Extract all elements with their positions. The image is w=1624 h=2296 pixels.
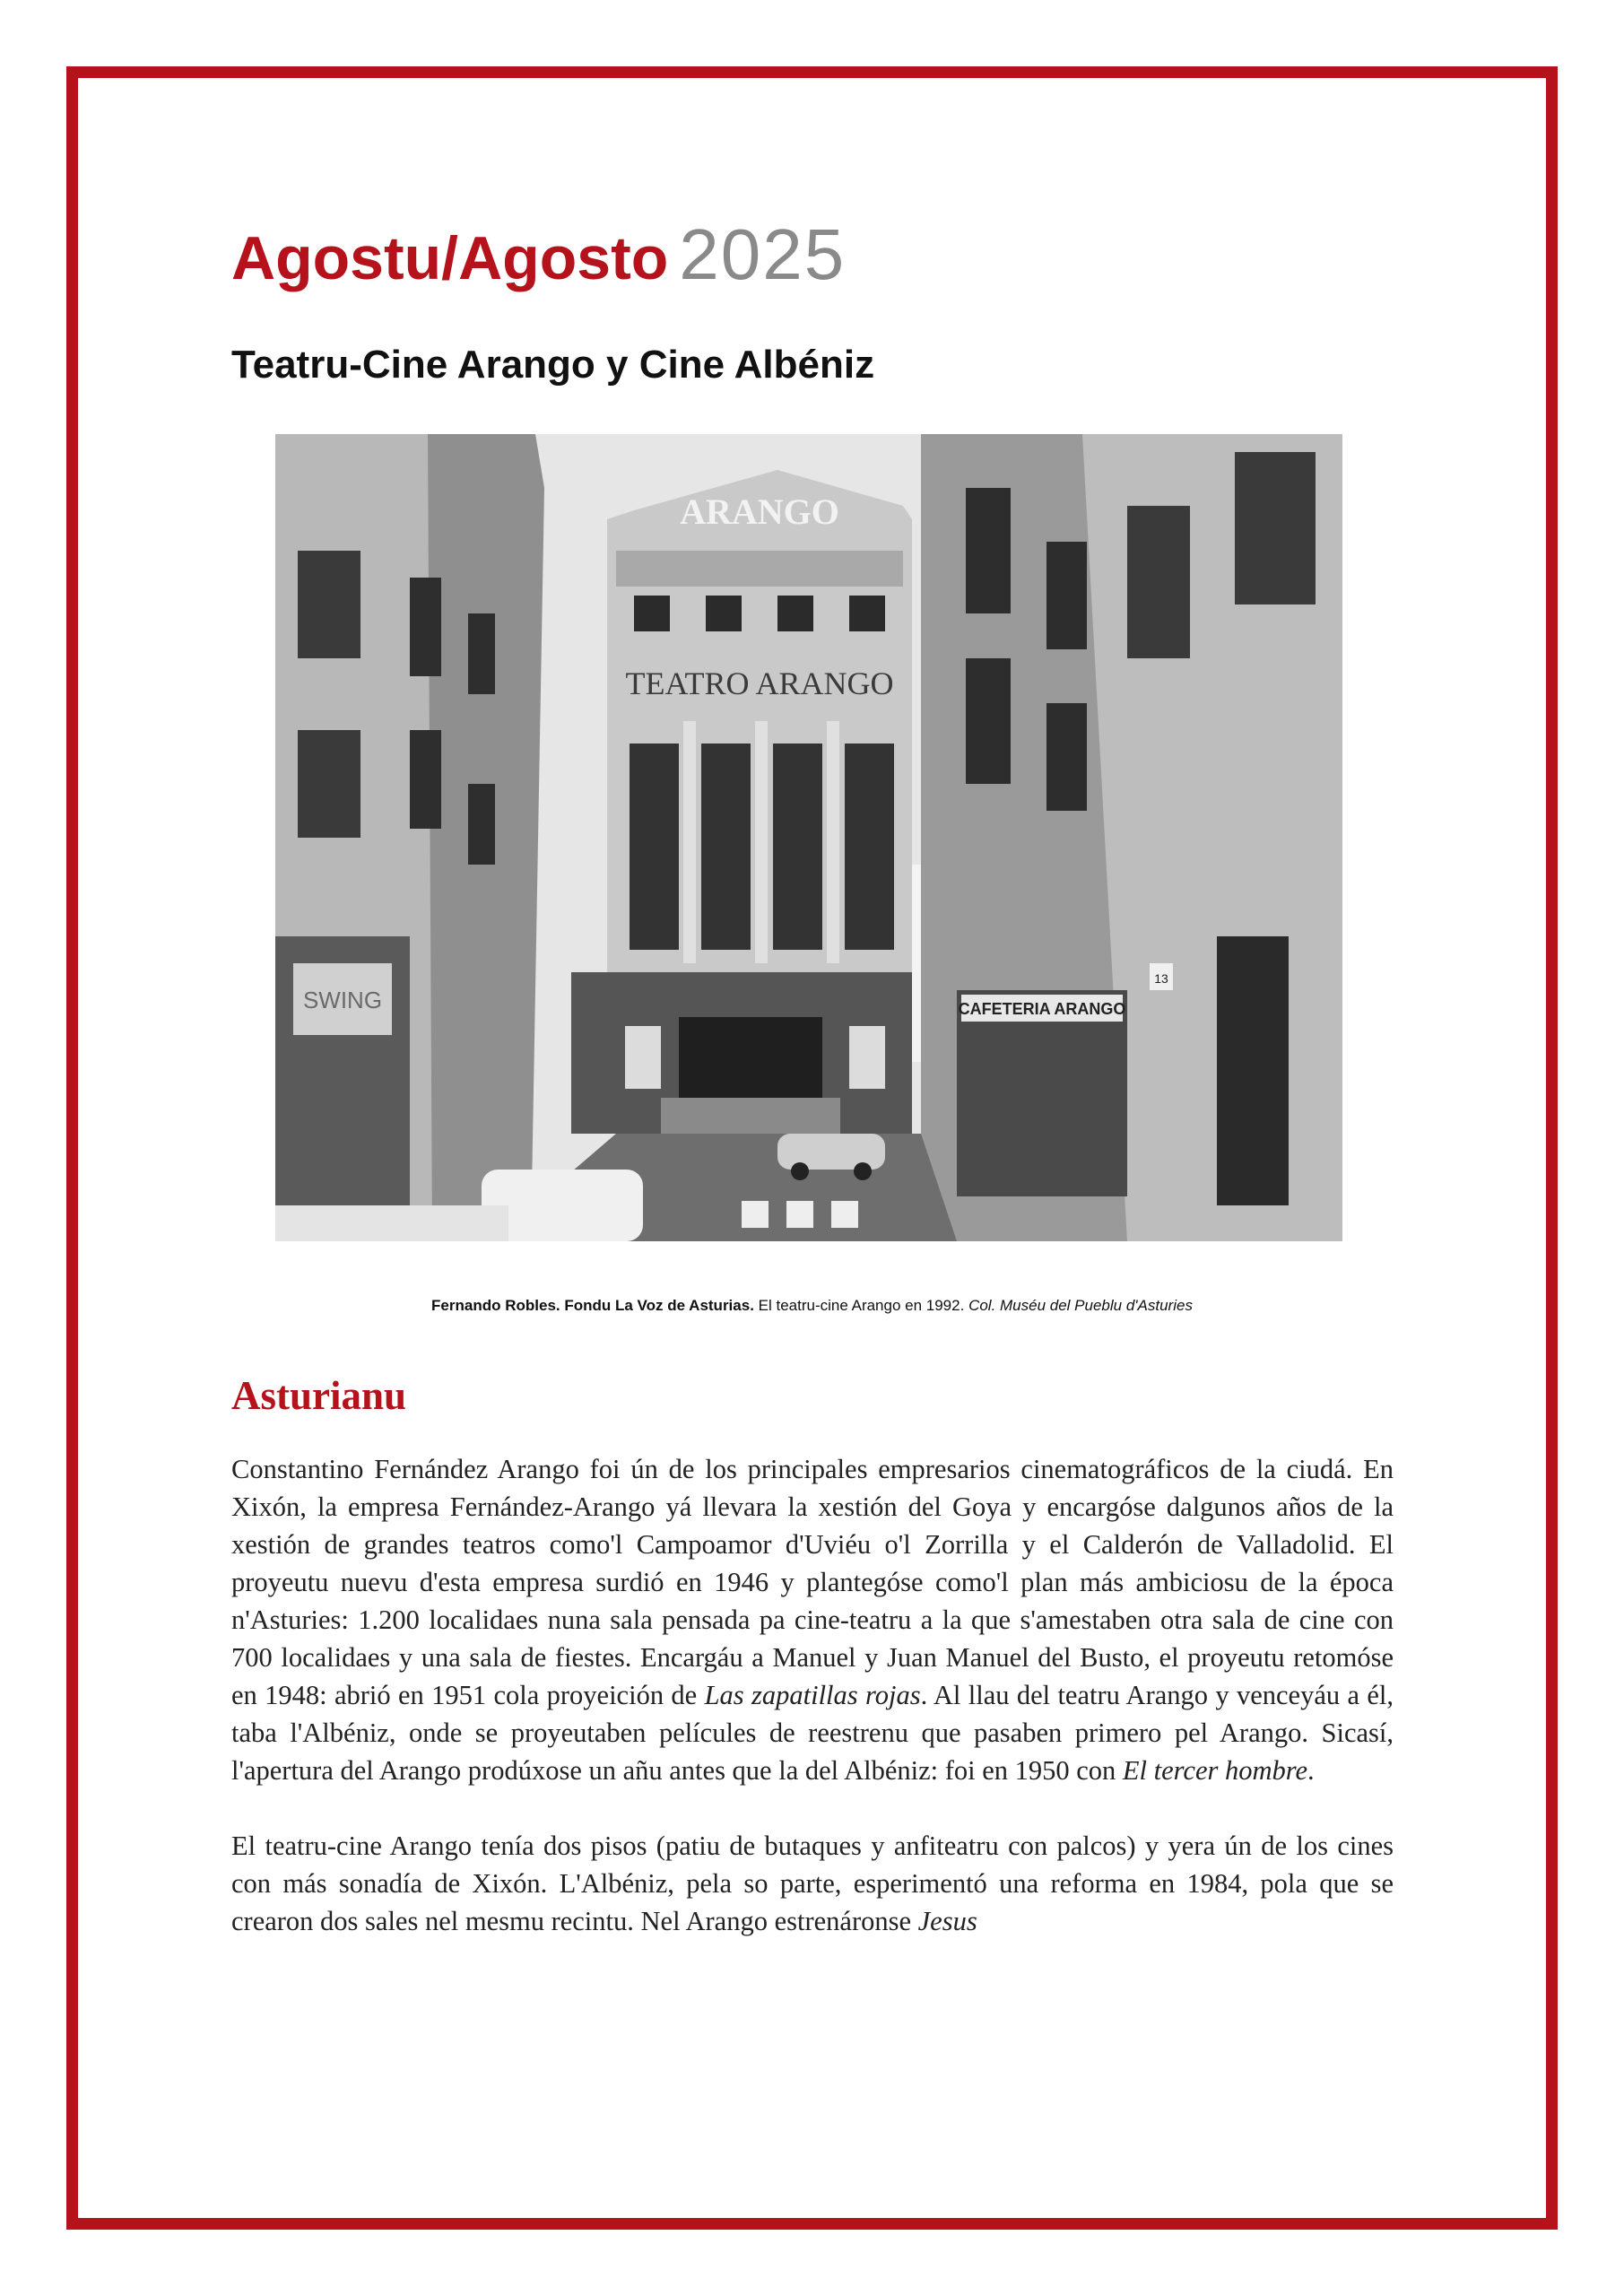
section-title: Asturianu: [231, 1373, 407, 1418]
cafeteria-arango-sign: CAFETERIA ARANGO: [958, 1000, 1126, 1018]
paragraph-1-text-c: .: [1307, 1755, 1315, 1786]
page-header: [231, 213, 846, 296]
caption-credit: Fernando Robles. Fondu La Voz de Asturias.: [431, 1297, 754, 1314]
header-year: 2025: [679, 214, 847, 294]
caption-text: El teatru-cine Arango en 1992.: [758, 1297, 965, 1314]
film-title-zapatillas: Las zapatillas rojas: [704, 1680, 921, 1710]
film-title-tercer-hombre: El tercer hombre: [1122, 1755, 1308, 1786]
paragraph-2: [231, 1827, 1394, 1940]
paragraph-1-text-b: . Al llau del teatru Arango y venceyáu a él, taba l'Albéniz, onde se proyeutaben películes de reestrenu que pasaben primero pel Arango. Sicasí, l'apertura del Arango prodúxose un añu antes que la del Albéniz: foi en 1950 con: [231, 1680, 1394, 1786]
photo-caption: [0, 1297, 1624, 1315]
door-number: 13: [1154, 971, 1168, 986]
page-subtitle: Teatru-Cine Arango y Cine Albéniz: [231, 343, 875, 387]
theatre-photo: [275, 434, 1342, 1241]
film-title-jesus: Jesus: [917, 1906, 977, 1936]
caption-collection: Col. Muséu del Pueblu d'Asturies: [968, 1297, 1193, 1314]
paragraph-1-text-a: Constantino Fernández Arango foi ún de los principales empresarios cinematográficos de la ciudá. En Xixón, la empresa Fernández-Arango yá llevara la xestión del Goya y encargóse dalgunos años de la xestión de grandes teatros como'l Campoamor d'Uviéu o'l Zorrilla y el Calderón de Valladolid. El proyeutu nuevu d'esta empresa surdió en 1946 y plantegóse como'l plan más ambiciosu de la época n'Asturies: 1.200 localidaes nuna sala pensada pa cine-teatru a la que s'amestaben otra sala de cine con 700 localidaes y una sala de fiestes. Encargáu a Manuel y Juan Manuel del Busto, el proyeutu retomóse en 1948: abrió en 1951 cola proyeición de: [231, 1454, 1394, 1710]
teatro-arango-sign: TEATRO ARANGO: [625, 665, 894, 701]
swing-sign: SWING: [302, 987, 383, 1013]
paragraph-1: [231, 1450, 1394, 1789]
paragraph-2-text-a: El teatru-cine Arango tenía dos pisos (patiu de butaques y anfiteatru con palcos) y yera ún de los cines con más sonadía de Xixón. L'Albéniz, pela so parte, esperimentó una reforma en 1984, pola que se crearon dos sales nel mesmu recintu. Nel Arango estrenáronse: [231, 1831, 1394, 1936]
body-text: [231, 1450, 1394, 1978]
header-month: Agostu/Agosto: [231, 224, 669, 292]
arango-roof-sign: ARANGO: [680, 491, 839, 532]
